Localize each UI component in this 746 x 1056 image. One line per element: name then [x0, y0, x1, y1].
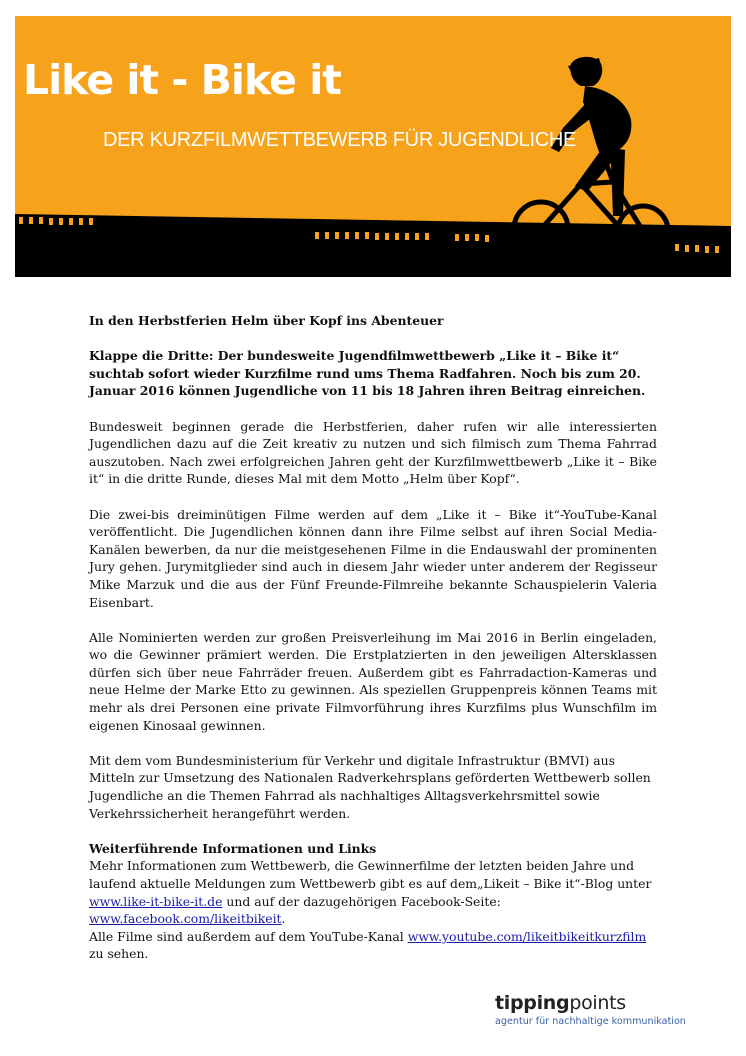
links-paragraph [89, 857, 657, 963]
logo-tagline: agentur für nachhaltige kommunikation [495, 1016, 686, 1027]
logo-name-part-1: tipping [495, 992, 570, 1014]
tippingpoints-logo [495, 992, 695, 1027]
paragraph-3: Alle Nominierten werden zur großen Preisverleihung im Mai 2016 in Berlin eingeladen, wo die Gewinner prämiert werden. Die Erstplatzierten in den jeweiligen Altersklassen dürfen sich über neue Fahrräder freuen. Außerdem gibt es Fahrradaction-Kameras und neue Helme der Marke Etto zu gewinnen. Als speziellen Gruppenpreis können Teams mit mehr als drei Personen eine private Filmvorführung ihres Kurzfilms plus Wunschfilm im eigenen Kinosaal gewinnen. [89, 629, 657, 733]
paragraph-2: Die zwei-bis dreiminütigen Filme werden auf dem „Like it – Bike it“-YouTube-Kanal veröffentlicht. Die Jugendlichen können dann ihre Filme selbst auf ihren Social Media-Kanälen bewerben, da nur die meistgesehenen Filme in die Endauswahl der prominenten Jury gehen. Jurymitglieder sind auch in diesem Jahr wieder unter anderem der Regisseur Mike Marzuk und die aus der Fünf Freunde-Filmreihe bekannte Schauspielerin Valeria Eisenbart. [89, 506, 657, 610]
article-body [89, 312, 657, 963]
header-banner [15, 16, 731, 277]
links-text-3: . [281, 911, 286, 927]
banner-title: Like it - Bike it [23, 56, 341, 104]
banner-subtitle: DER KURZFILMWETTBEWERB FÜR JUGENDLICHE [103, 129, 577, 151]
article-headline: In den Herbstferien Helm über Kopf ins Abenteuer [89, 313, 444, 328]
links-text-2: und auf der dazugehörigen Facebook-Seite: [222, 893, 501, 909]
paragraph-1: Bundesweit beginnen gerade die Herbstferien, daher rufen wir alle interessierten Jugendlichen dazu auf die Zeit kreativ zu nutzen und sich filmisch zum Thema Fahrrad auszutoben. Nach zwei erfolgreichen Jahren geht der Kurzfilmwettbewerb „Like it – Bike it“ in die dritte Runde, dieses Mal mit dem Motto „Helm über Kopf“. [89, 418, 657, 487]
article-lead: Klappe die Dritte: Der bundesweite Jugendfilmwettbewerb „Like it – Bike it“ suchtab sofort wieder Kurzfilme rund ums Thema Radfahren. Noch bis zum 20. Januar 2016 können Jugendliche von 11 bis 18 Jahren ihren Beitrag einreichen. [89, 348, 646, 399]
links-text-4: Alle Filme sind außerdem auf dem YouTube-Kanal [89, 928, 408, 944]
links-text-1: Mehr Informationen zum Wettbewerb, die Gewinnerfilme der letzten beiden Jahre und laufend aktuelle Meldungen zum Wettbewerb gibt es auf dem„Likeit – Bike it“-Blog unter [89, 858, 652, 891]
youtube-link[interactable]: www.youtube.com/likeitbikeitkurzfilm [407, 928, 647, 944]
logo-name [495, 992, 695, 1014]
blog-link[interactable]: www.like-it-bike-it.de [89, 893, 223, 909]
facebook-link[interactable]: www.facebook.com/likeitbikeit [89, 911, 282, 927]
paragraph-4: Mit dem vom Bundesministerium für Verkehr und digitale Infrastruktur (BMVI) aus Mitteln zur Umsetzung des Nationalen Radverkehrsplans geförderten Wettbewerb sollen Jugendliche an die Themen Fahrrad als nachhaltiges Alltagsverkehrsmittel sowie Verkehrssicherheit herangeführt werden. [89, 752, 651, 821]
logo-name-part-2: points [569, 992, 626, 1014]
links-text-5: zu sehen. [89, 946, 149, 962]
links-section-title: Weiterführende Informationen und Links [89, 840, 377, 856]
